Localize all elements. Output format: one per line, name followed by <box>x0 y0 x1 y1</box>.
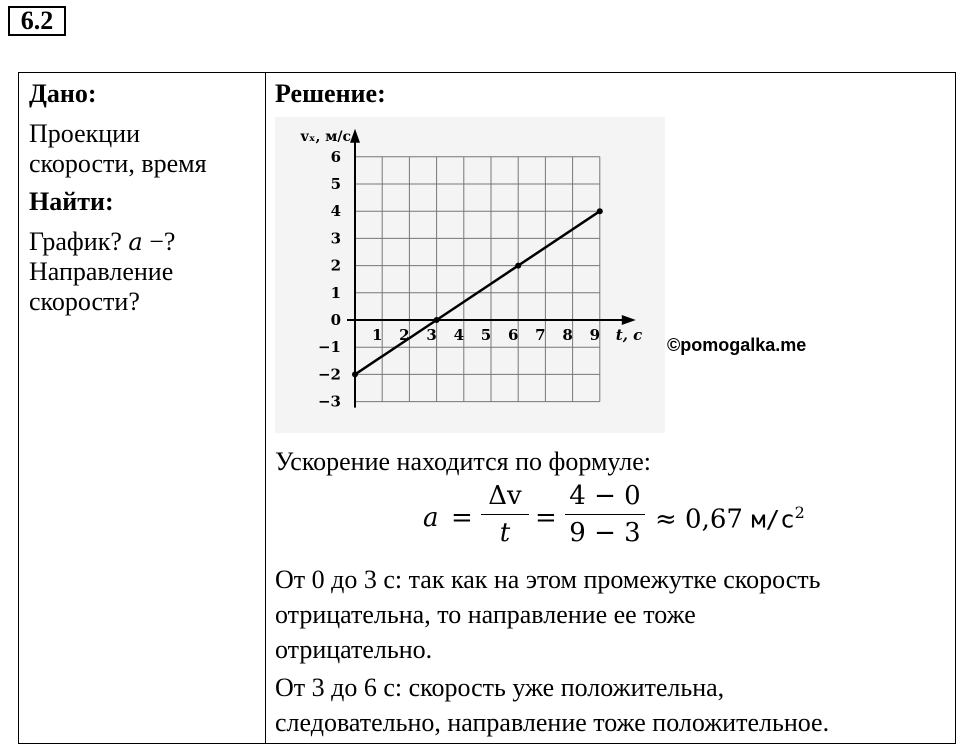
column-divider <box>265 73 266 743</box>
fraction-2-denominator: 9 − 3 <box>569 518 641 548</box>
y-tick-label: 1 <box>330 283 341 302</box>
x-tick-label: 1 <box>371 326 383 344</box>
formula-unit: м/с <box>751 505 795 534</box>
y-tick-label: −2 <box>317 365 341 384</box>
fraction-1-denominator: t <box>499 518 511 548</box>
formula-eq-2: = <box>535 503 557 533</box>
y-axis-label: vₓ, м/с <box>300 128 351 145</box>
find-accel-symbol: a <box>128 228 143 256</box>
data-point <box>515 263 521 269</box>
x-axis-arrow <box>622 315 636 325</box>
solution-column <box>275 79 951 109</box>
fraction-1-numerator: Δv <box>488 481 522 511</box>
given-header: Дано: <box>29 79 97 108</box>
velocity-chart-svg <box>275 117 665 433</box>
fraction-2-bar <box>565 514 645 515</box>
x-tick-label: 8 <box>562 326 573 344</box>
find-header: Найти: <box>29 187 114 216</box>
x-tick-label: 7 <box>535 326 546 344</box>
formula-approx: ≈ 0,67 <box>655 504 743 535</box>
x-tick-label: 3 <box>426 326 437 344</box>
solution-table <box>18 72 956 744</box>
y-tick-label: −1 <box>317 338 341 357</box>
paragraph-line-2: отрицательна, то направление ее тоже <box>275 600 696 629</box>
data-point <box>352 371 358 377</box>
x-tick-label: 2 <box>399 326 410 344</box>
solution-intro: Ускорение находится по формуле: <box>275 447 651 476</box>
y-tick-label: 5 <box>330 175 341 193</box>
find-accel-suffix: −? <box>149 227 176 256</box>
y-axis-arrow <box>350 129 360 143</box>
fraction-1 <box>481 481 529 548</box>
fraction-2 <box>565 481 645 548</box>
data-point <box>434 317 440 323</box>
paragraph-line-3: отрицательно. <box>275 635 433 664</box>
watermark: ©pomogalka.me <box>667 335 807 355</box>
find-line-2: Направление <box>29 257 174 286</box>
y-tick-label: 2 <box>330 256 341 275</box>
acceleration-formula <box>423 481 843 561</box>
x-tick-label: 6 <box>507 326 519 344</box>
formula-lhs: a <box>423 503 439 533</box>
find-line-1 <box>29 227 259 257</box>
paragraph-line-4: От 3 до 6 с: скорость уже положительна, <box>275 673 725 702</box>
y-tick-label: 6 <box>330 147 341 166</box>
x-tick-label: 4 <box>453 326 465 344</box>
fraction-1-bar <box>481 514 529 515</box>
find-line-3: скорости? <box>29 287 140 316</box>
formula-unit-exp: 2 <box>794 503 805 522</box>
y-tick-label: 0 <box>330 311 341 329</box>
velocity-graph <box>275 117 665 433</box>
y-tick-label: 3 <box>330 229 341 248</box>
fraction-2-numerator: 4 − 0 <box>569 481 641 511</box>
y-tick-label: −3 <box>317 392 341 411</box>
given-line-1: Проекции <box>29 119 141 148</box>
x-tick-label: 9 <box>589 326 601 344</box>
given-column <box>29 79 259 317</box>
x-axis-label: t, с <box>615 326 643 344</box>
y-tick-label: 4 <box>330 202 341 221</box>
find-graph-text: График? <box>29 227 122 256</box>
x-tick-label: 5 <box>480 326 492 344</box>
paragraph-line-5: следовательно, направление тоже положительное. <box>275 708 830 737</box>
given-line-2: скорости, время <box>29 149 207 178</box>
paragraph-line-1: От 0 до 3 с: так как на этом промежутке скорость <box>275 565 821 594</box>
formula-eq-1: = <box>451 503 473 533</box>
formula-result <box>655 503 805 535</box>
task-number: 6.2 <box>8 6 66 36</box>
data-point <box>597 208 603 214</box>
solution-header: Решение: <box>275 79 386 108</box>
